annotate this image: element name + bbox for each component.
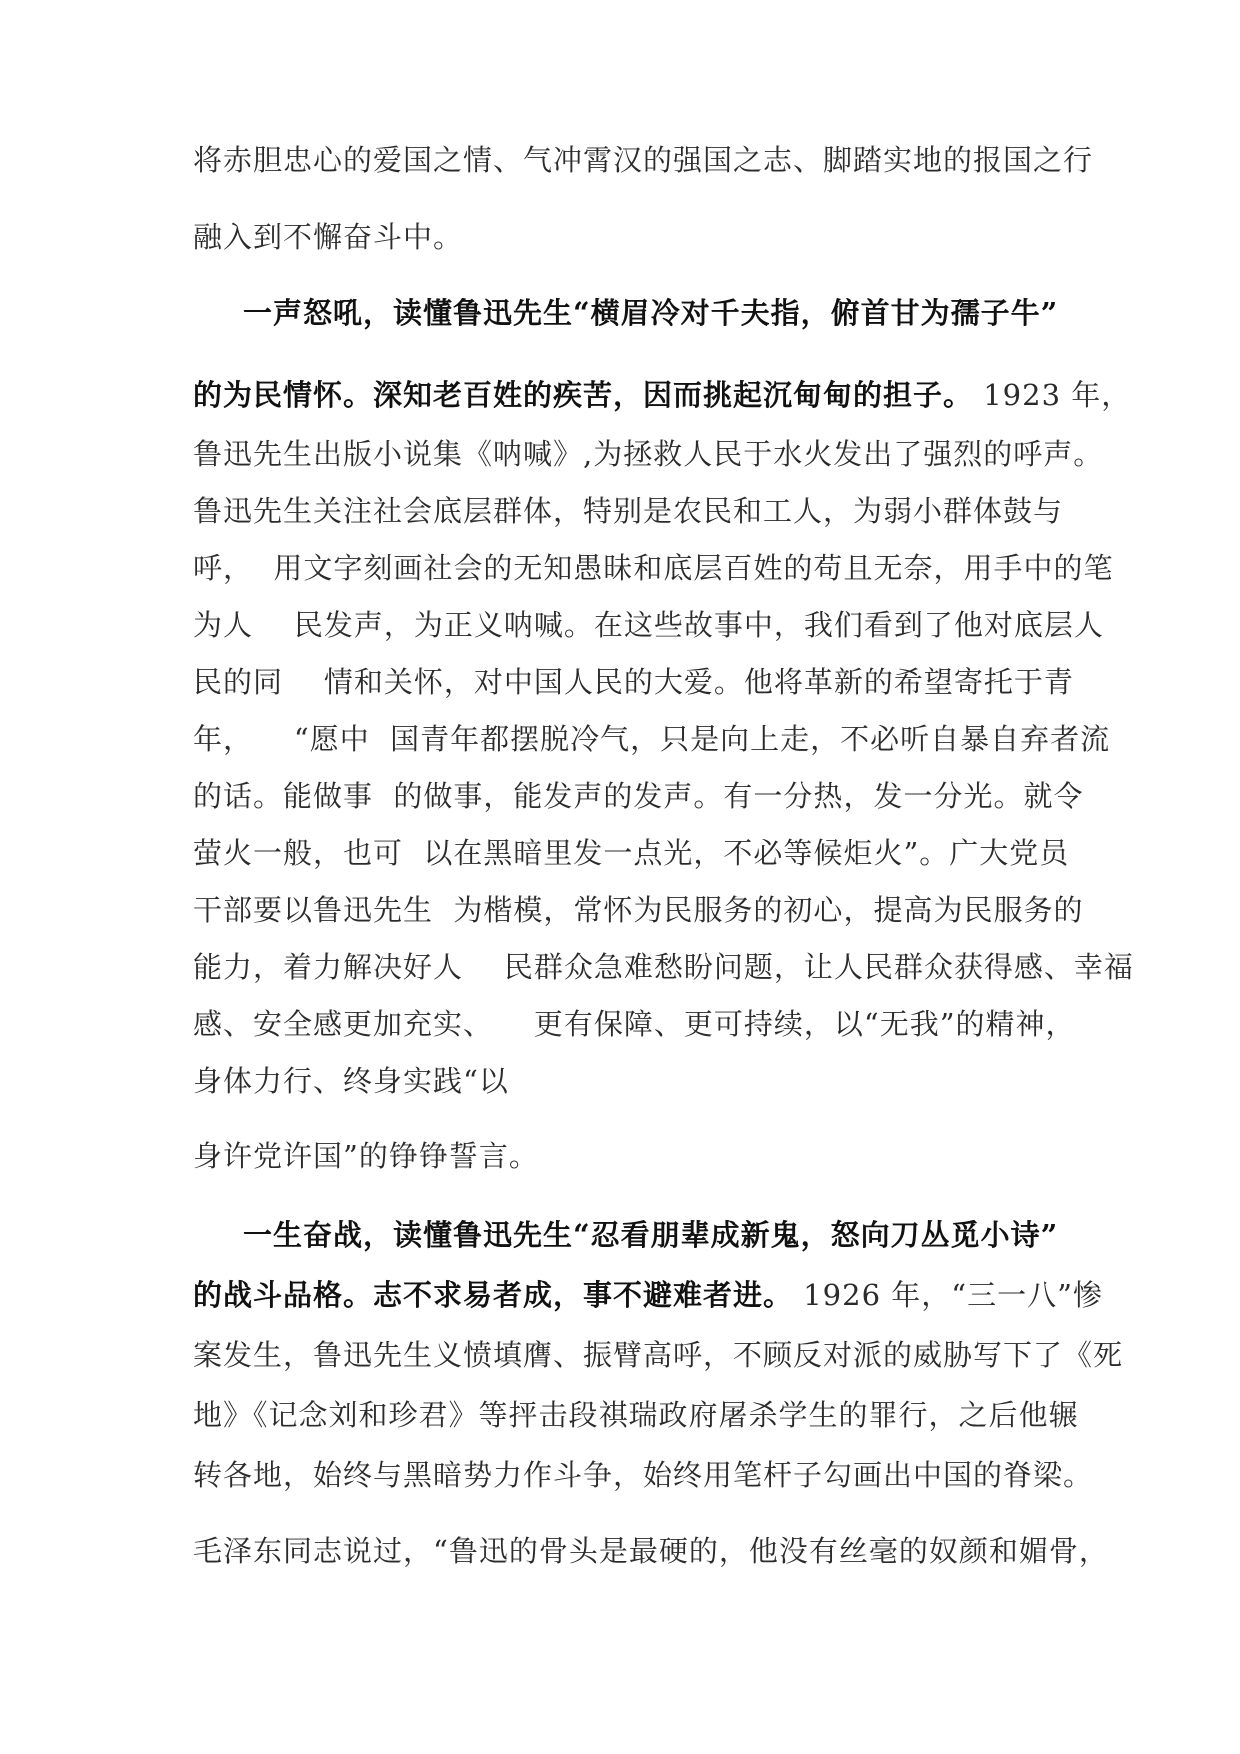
paragraph-line: 鲁迅先生关注社会底层群体，特别是农民和工人，为弱小群体鼓与 [193,494,1064,528]
paragraph-line: 融入到不懈奋斗中。 [193,220,464,254]
section-heading-continuation: 的为民情怀。深知老百姓的疾苦，因而挑起沉甸甸的担子。 [193,378,974,412]
paragraph-line: 身许党许国”的铮铮誓言。 [193,1139,539,1173]
section-heading-continuation: 的战斗品格。志不求易者成，事不避难者进。 [193,1278,794,1312]
paragraph-line: 萤火一般，也可 以在黑暗里发一点光，不必等候炬火”。广大党员 [193,836,1070,870]
paragraph-line: 地》《记念刘和珍君》等抨击段祺瑞政府屠杀学生的罪行，之后他辗 [193,1398,1079,1432]
paragraph-line: 的话。能做事 的做事，能发声的发声。有一分热，发一分光。就令 [193,779,1084,813]
paragraph-line: 案发生，鲁迅先生义愤填膺、振臂高呼，不顾反对派的威胁写下了《死 [193,1338,1124,1372]
section-heading-line: 一生奋战，读懂鲁迅先生“忍看朋辈成新鬼，怒向刀丛觅小诗” [243,1218,1059,1252]
paragraph-line: 身体力行、终身实践“以 [193,1064,509,1098]
paragraph-line: 为人 民发声，为正义呐喊。在这些故事中，我们看到了他对底层人 [193,608,1104,642]
section-heading-line: 一声怒吼，读懂鲁迅先生“横眉冷对千夫指，俯首甘为孺子牛” [243,296,1059,330]
paragraph-line: 转各地，始终与黑暗势力作斗争，始终用笔杆子勾画出中国的脊梁。 [193,1458,1094,1492]
paragraph-line: 干部要以鲁迅先生 为楷模，常怀为民服务的初心，提高为民服务的 [193,893,1084,927]
paragraph-line-mixed [193,378,1131,412]
paragraph-line-mixed [193,1278,1103,1312]
paragraph-text-run: 1926 年，“三一八”惨 [793,1278,1103,1312]
paragraph-text-run: 1923 年， [973,378,1132,412]
paragraph-line: 年， “愿中 国青年都摆脱冷气，只是向上走，不必听自暴自弃者流 [193,722,1111,756]
paragraph-line: 毛泽东同志说过，“鲁迅的骨头是最硬的，他没有丝毫的奴颜和媚骨， [193,1534,1109,1568]
paragraph-line: 民的同 情和关怀，对中国人民的大爱。他将革新的希望寄托于青 [193,665,1074,699]
paragraph-line: 感、安全感更加充实、 更有保障、更可持续，以“无我”的精神， [193,1007,1076,1041]
paragraph-line: 呼， 用文字刻画社会的无知愚昧和底层百姓的苟且无奈，用手中的笔 [193,551,1114,585]
paragraph-line: 将赤胆忠心的爱国之情、气冲霄汉的强国之志、脚踏实地的报国之行 [193,143,1094,177]
paragraph-line: 鲁迅先生出版小说集《呐喊》,为拯救人民于水火发出了强烈的呼声。 [193,437,1104,471]
paragraph-line: 能力，着力解决好人 民群众急难愁盼问题，让人民群众获得感、幸福 [193,950,1134,984]
